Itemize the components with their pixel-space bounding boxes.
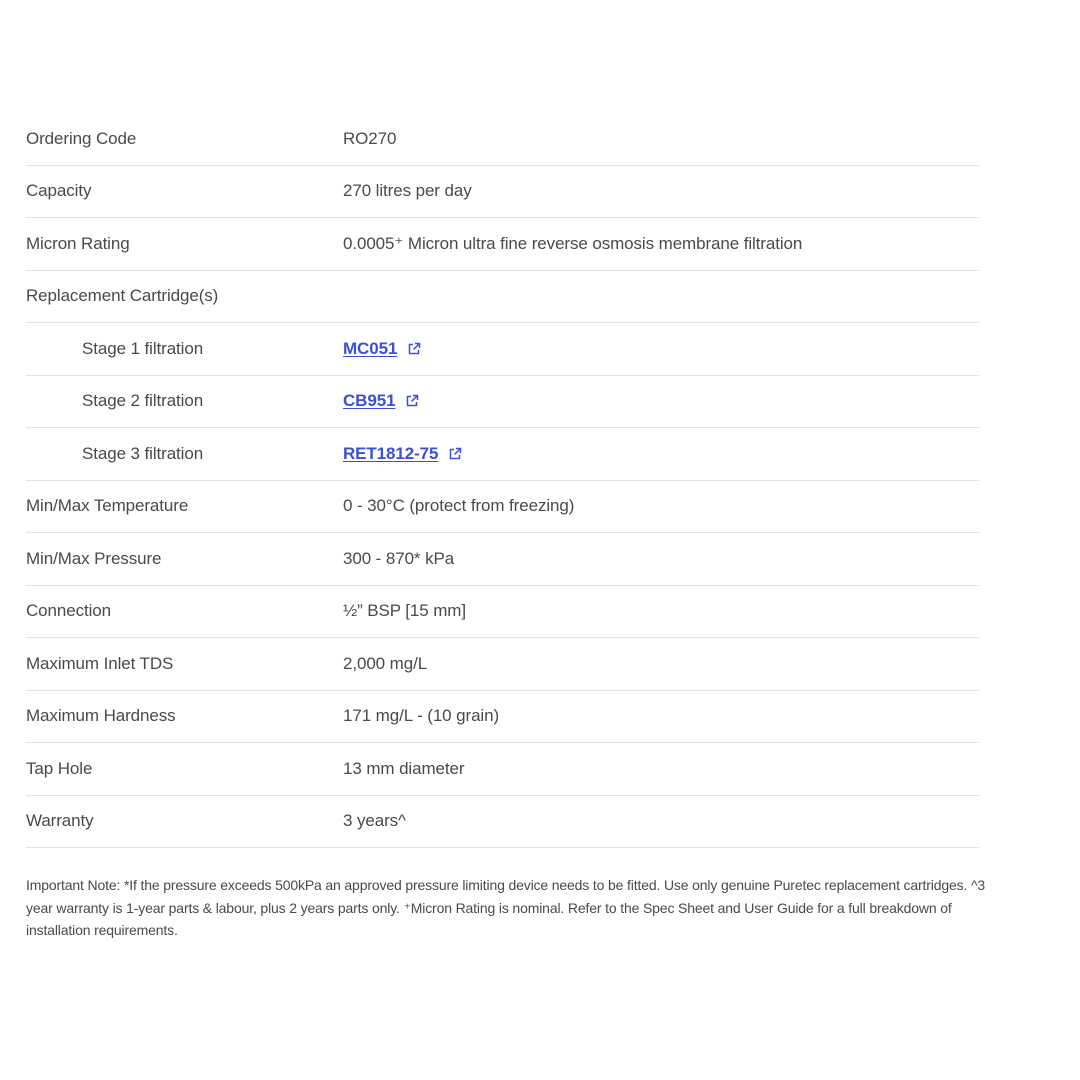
spec-value: 171 mg/L - (10 grain) — [343, 706, 500, 726]
external-link-icon[interactable] — [405, 394, 419, 408]
spec-label: Maximum Hardness — [26, 706, 176, 726]
spec-label: Tap Hole — [26, 758, 93, 778]
spec-label: Ordering Code — [26, 128, 137, 148]
spec-row-temperature — [26, 481, 979, 534]
spec-label: Stage 2 filtration — [82, 391, 204, 411]
spec-row-warranty — [26, 796, 979, 849]
spec-row-stage-2 — [26, 376, 979, 429]
cartridge-link-ret1812-75[interactable]: RET1812-75 — [343, 443, 439, 463]
spec-row-pressure — [26, 533, 979, 586]
spec-value: 2,000 mg/L — [343, 653, 428, 673]
spec-label: Min/Max Pressure — [26, 548, 162, 568]
spec-value: 300 - 870* kPa — [343, 548, 455, 568]
spec-value — [343, 444, 462, 464]
spec-row-micron-rating — [26, 218, 979, 271]
spec-row-tap-hole — [26, 743, 979, 796]
spec-row-stage-1 — [26, 323, 979, 376]
spec-label: Maximum Inlet TDS — [26, 653, 174, 673]
spec-value: RO270 — [343, 128, 397, 148]
spec-label: Min/Max Temperature — [26, 496, 189, 516]
spec-label: Capacity — [26, 181, 92, 201]
spec-label: Stage 3 filtration — [82, 443, 204, 463]
spec-label: Micron Rating — [26, 233, 130, 253]
spec-row-hardness — [26, 691, 979, 744]
spec-value: ½” BSP [15 mm] — [343, 601, 466, 621]
important-note: Important Note: *If the pressure exceeds 500kPa an approved pressure limiting device needs to be fitted. Use only genuine Puretec replacement cartridges. ^3 year warranty is 1-year parts & labour, plus 2 years parts only. ⁺Micron Rating is nominal. Refer to the Spec Sheet and User Guide for a full breakdown of installation requirements. — [26, 877, 986, 938]
spec-row-ordering-code — [26, 113, 979, 166]
spec-label: Warranty — [26, 811, 94, 831]
spec-row-capacity — [26, 166, 979, 219]
spec-row-inlet-tds — [26, 638, 979, 691]
spec-value: 0 - 30°C (protect from freezing) — [343, 496, 575, 516]
cartridge-link-cb951[interactable]: CB951 — [343, 391, 396, 411]
external-link-icon[interactable] — [407, 342, 421, 356]
spec-label: Connection — [26, 601, 112, 621]
external-link-icon[interactable] — [448, 447, 462, 461]
spec-value: 0.0005⁺ Micron ultra fine reverse osmosis membrane filtration — [343, 233, 803, 253]
spec-value — [343, 391, 419, 411]
spec-value — [343, 339, 421, 359]
spec-label: Replacement Cartridge(s) — [26, 286, 219, 306]
spec-row-replacement-cartridges — [26, 271, 979, 324]
spec-label: Stage 1 filtration — [82, 338, 204, 358]
specifications-table — [26, 113, 979, 848]
spec-value: 270 litres per day — [343, 181, 472, 201]
spec-row-connection — [26, 586, 979, 639]
spec-row-stage-3 — [26, 428, 979, 481]
spec-value: 13 mm diameter — [343, 758, 465, 778]
cartridge-link-mc051[interactable]: MC051 — [343, 338, 398, 358]
spec-value: 3 years^ — [343, 811, 406, 831]
